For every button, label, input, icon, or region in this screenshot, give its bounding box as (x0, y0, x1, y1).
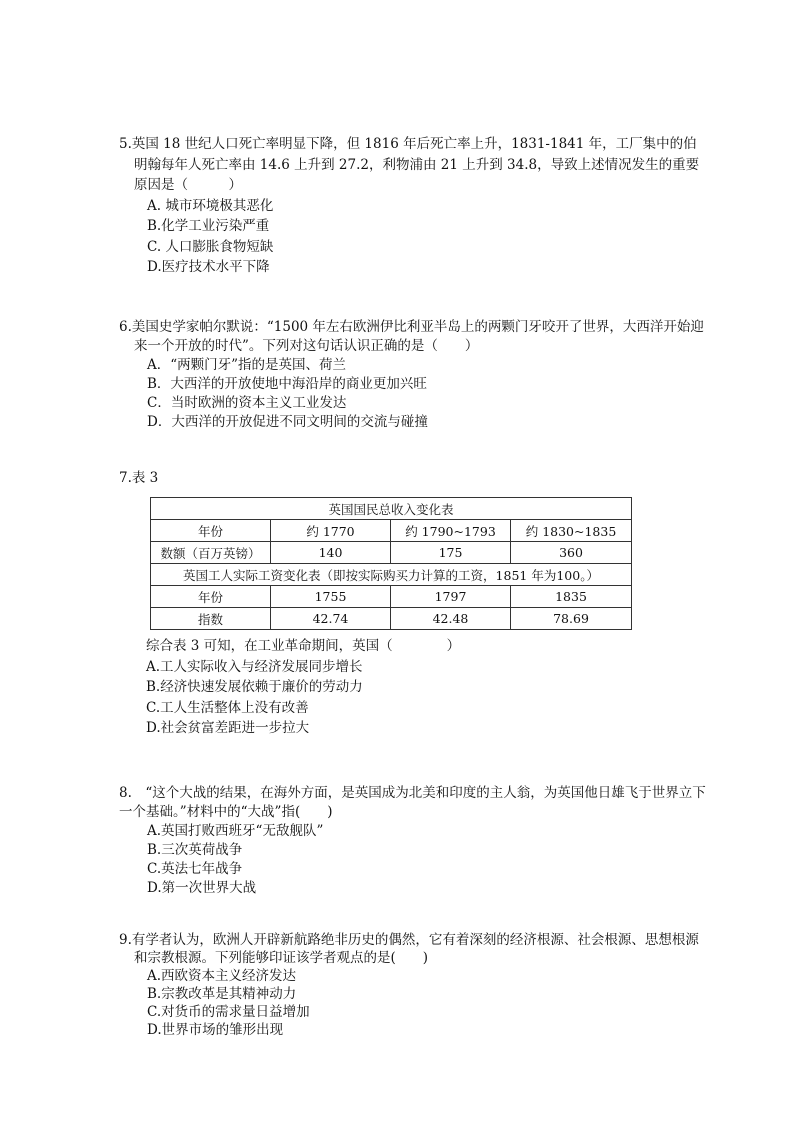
question-9 (119, 931, 709, 1039)
option-b: B.宗教改革是其精神动力 (147, 986, 297, 1002)
table-cell: 指数 (151, 608, 271, 630)
table-cell: 175 (391, 542, 511, 564)
option-b: B.经济快速发展依赖于廉价的劳动力 (146, 679, 363, 695)
option-a: A．“两颗门牙”指的是英国、荷兰 (147, 357, 347, 373)
table-cell: 360 (511, 542, 632, 564)
option-c: C．当时欧洲的资本主义工业发达 (147, 395, 347, 411)
option-d: D.世界市场的雏形出现 (147, 1022, 284, 1038)
option-d: D.社会贫富差距进一步拉大 (146, 720, 310, 736)
table-cell: 约 1770 (271, 520, 391, 542)
option-d: D．大西洋的开放促进不同文明间的交流与碰撞 (147, 414, 428, 430)
table-title-wage: 英国工人实际工资变化表（即按实际购买力计算的工资，1851 年为100。） (151, 564, 632, 586)
table-title-income: 英国国民总收入变化表 (151, 498, 632, 520)
option-a: A.西欧资本主义经济发达 (147, 968, 297, 984)
question-stem: 5.英国 18 世纪人口死亡率明显下降，但 1816 年后死亡率上升，1831-1841 年，工厂集中的伯明翰每年人死亡率由 14.6 上升到 27.2，利物浦由 21 上升到 34.8，导致上述情况发生的重要原因是（ ） (119, 136, 700, 193)
table-row (151, 520, 632, 542)
table-title-row (151, 498, 632, 520)
option-c: C.工人生活整体上没有改善 (146, 699, 309, 716)
table-cell: 42.48 (391, 608, 511, 630)
option-a: A. 城市环境极其恶化 (147, 197, 274, 214)
table-cell: 约 1830~1835 (511, 520, 632, 542)
table-row (151, 542, 632, 564)
question-6 (119, 318, 709, 432)
table-3 (150, 497, 632, 630)
table-row (151, 608, 632, 630)
question-stem: 综合表 3 可知，在工业革命期间，英国（ ） (146, 638, 461, 654)
table-cell: 约 1790~1793 (391, 520, 511, 542)
table-cell: 1755 (271, 586, 391, 608)
option-c: C.英法七年战争 (147, 861, 243, 877)
table-cell: 140 (271, 542, 391, 564)
option-a: A.英国打败西班牙“无敌舰队” (147, 823, 324, 839)
table-cell: 78.69 (511, 608, 632, 630)
table-cell: 年份 (151, 520, 271, 542)
table-cell: 42.74 (271, 608, 391, 630)
option-d: D.第一次世界大战 (147, 880, 257, 896)
table-cell: 年份 (151, 586, 271, 608)
question-stem: 8. “这个大战的结果，在海外方面，是英国成为北美和印度的主人翁，为英国他日雄飞于世界立下一个基础。”材料中的“大战”指( ) (119, 785, 706, 820)
table-cell: 1835 (511, 586, 632, 608)
table-row (151, 586, 632, 608)
table-cell: 数额（百万英镑） (151, 542, 271, 564)
option-d: D.医疗技术水平下降 (147, 259, 270, 275)
table-cell: 1797 (391, 586, 511, 608)
question-8 (119, 784, 709, 898)
option-a: A.工人实际收入与经济发展同步增长 (146, 658, 363, 675)
question-7-label (119, 468, 709, 489)
question-stem: 9.有学者认为，欧洲人开辟新航路绝非历史的偶然，它有着深刻的经济根源、社会根源、思想根源和宗教根源。下列能够印证该学者观点的是( ) (119, 932, 699, 966)
option-b: B.三次英荷战争 (147, 842, 243, 858)
table-label: 7.表 3 (119, 470, 159, 486)
option-b: B．大西洋的开放使地中海沿岸的商业更加兴旺 (147, 376, 427, 392)
question-5 (119, 134, 709, 278)
option-c: C.对货币的需求量日益增加 (147, 1004, 310, 1020)
option-b: B.化学工业污染严重 (147, 218, 270, 234)
table-title-row (151, 564, 632, 586)
question-7 (146, 636, 706, 739)
question-stem: 6.美国史学家帕尔默说：“1500 年左右欧洲伊比利亚半岛上的两颗门牙咬开了世界，大西洋开始迎来一个开放的时代”。下列对这句话认识正确的是（ ） (119, 319, 704, 354)
option-c: C. 人口膨胀食物短缺 (147, 238, 274, 255)
